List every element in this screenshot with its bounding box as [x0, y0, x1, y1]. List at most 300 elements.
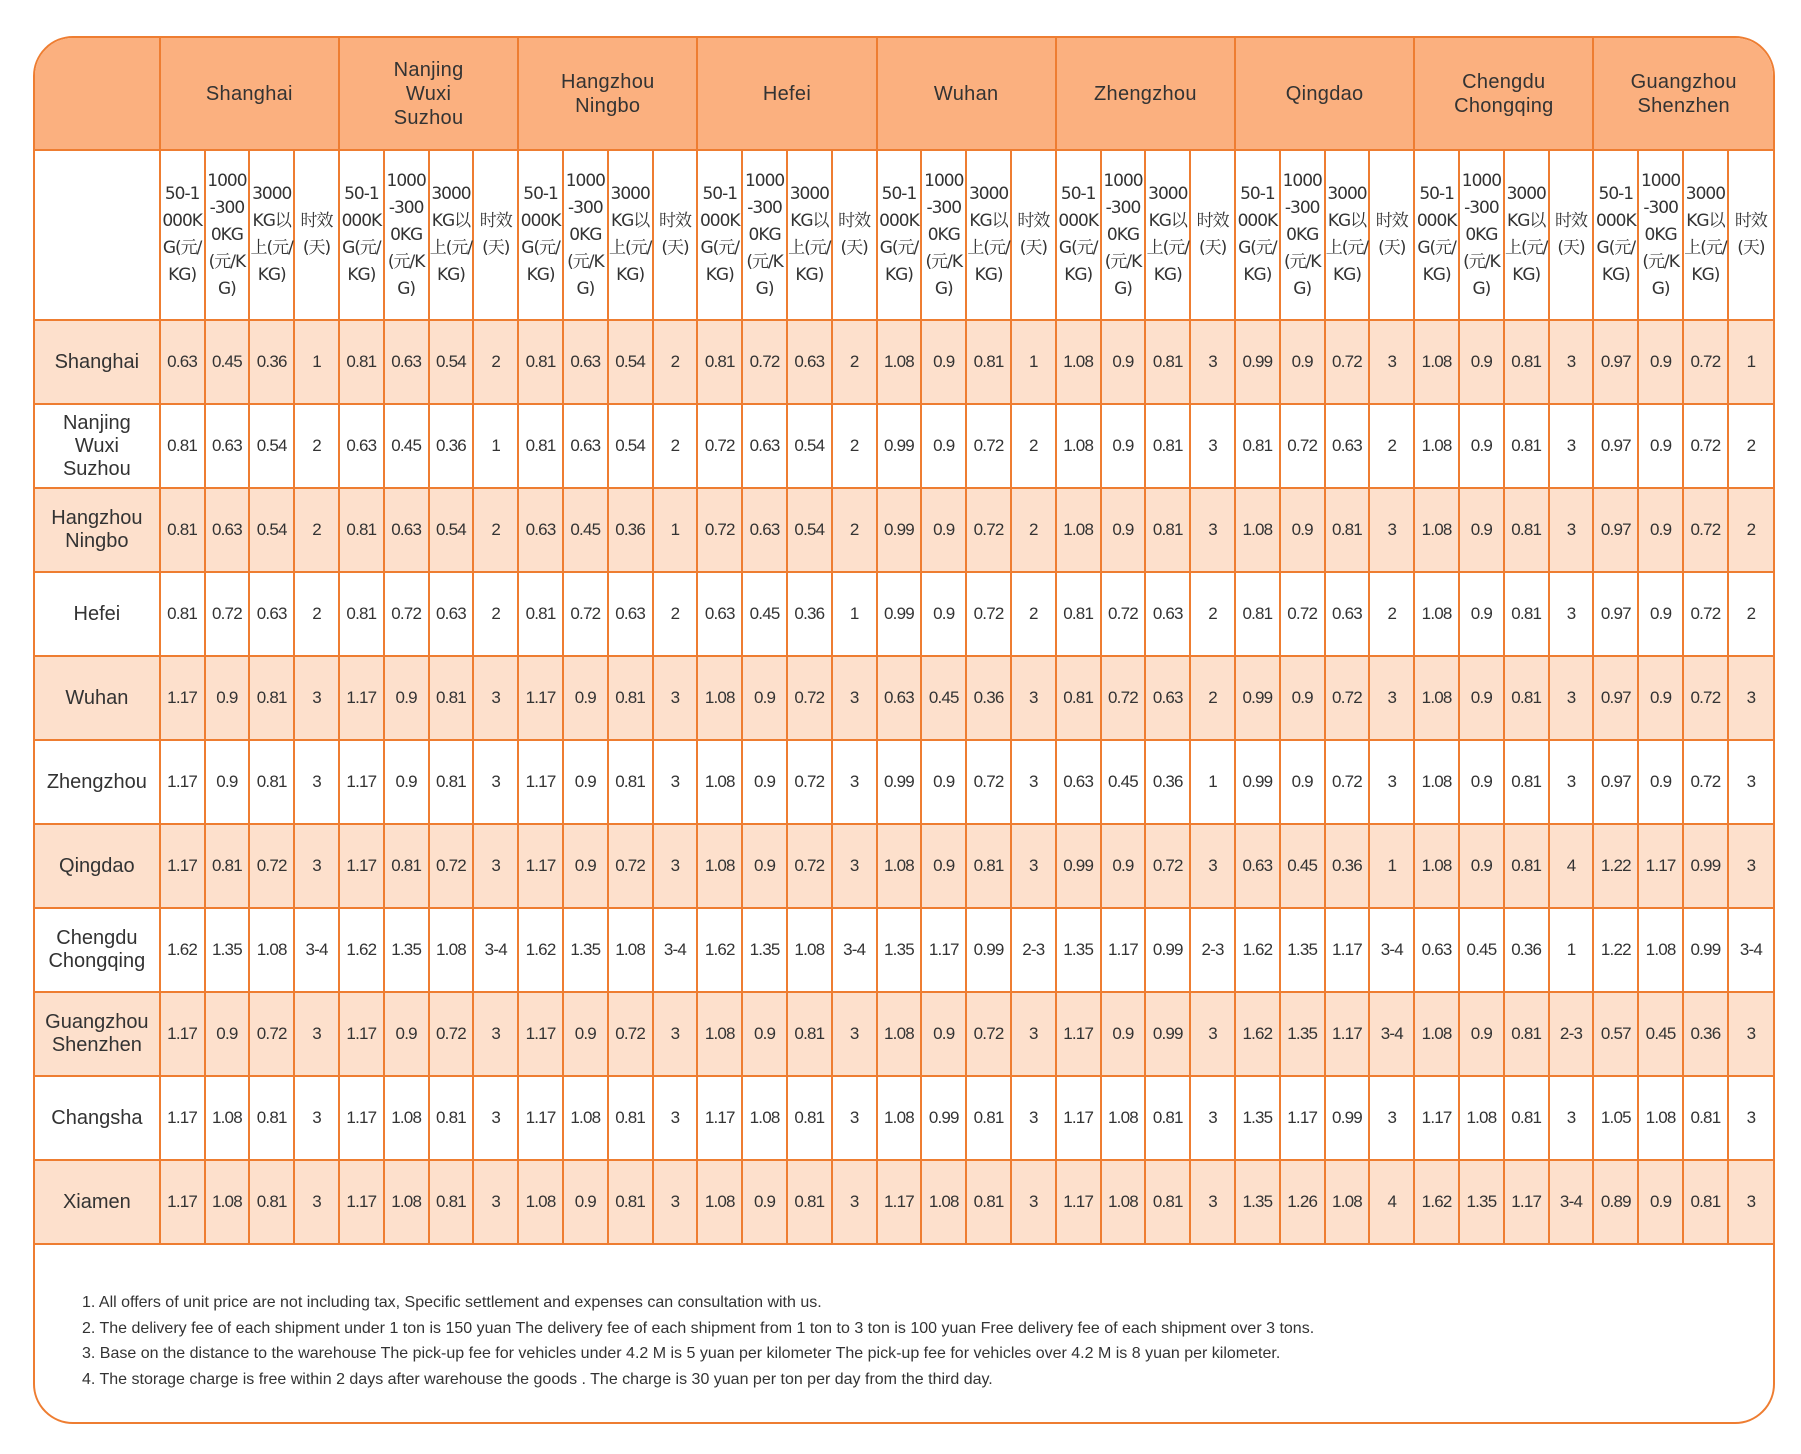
- destination-header: Chengdu Chongqing: [1414, 38, 1593, 150]
- transit-days-cell: 3: [473, 656, 518, 740]
- price-cell: 0.72: [608, 824, 653, 908]
- price-cell: 1.35: [1056, 908, 1101, 992]
- origin-cell: Hefei: [35, 572, 160, 656]
- price-cell: 0.63: [1145, 572, 1190, 656]
- price-cell: 0.57: [1593, 992, 1638, 1076]
- transit-days-cell: 3-4: [1369, 992, 1414, 1076]
- rate-column-header: 时效(天): [653, 150, 698, 320]
- price-cell: 1.35: [205, 908, 250, 992]
- price-cell: 0.63: [608, 572, 653, 656]
- price-cell: 0.9: [1638, 572, 1683, 656]
- price-cell: 1.17: [1056, 1160, 1101, 1244]
- price-cell: 0.72: [1683, 740, 1728, 824]
- rate-column-header: 50-1000KG(元/KG): [160, 150, 205, 320]
- price-cell: 0.72: [966, 572, 1011, 656]
- price-cell: 1.35: [742, 908, 787, 992]
- price-cell: 1.17: [877, 1160, 922, 1244]
- price-cell: 0.81: [518, 404, 563, 488]
- rate-table-body: [35, 320, 1773, 1244]
- transit-days-cell: 2: [1190, 656, 1235, 740]
- rate-column-header: 3000KG以上(元/KG): [1325, 150, 1370, 320]
- price-cell: 1.08: [608, 908, 653, 992]
- price-cell: 0.9: [384, 656, 429, 740]
- origin-cell: Shanghai: [35, 320, 160, 404]
- rate-column-header: 3000KG以上(元/KG): [608, 150, 653, 320]
- price-cell: 0.72: [205, 572, 250, 656]
- transit-days-cell: 3: [832, 1160, 877, 1244]
- price-cell: 0.99: [877, 572, 922, 656]
- price-cell: 1.08: [1414, 992, 1459, 1076]
- rate-column-header: 50-1000KG(元/KG): [1235, 150, 1280, 320]
- transit-days-cell: 3: [832, 740, 877, 824]
- price-cell: 1.08: [205, 1076, 250, 1160]
- rate-column-header: 50-1000KG(元/KG): [518, 150, 563, 320]
- price-cell: 1.26: [1280, 1160, 1325, 1244]
- price-cell: 0.81: [966, 1076, 1011, 1160]
- price-cell: 1.35: [1280, 992, 1325, 1076]
- table-row: [35, 404, 1773, 488]
- rate-column-header: 3000KG以上(元/KG): [249, 150, 294, 320]
- rate-column-header-row: [35, 150, 1773, 320]
- price-cell: 1.08: [563, 1076, 608, 1160]
- price-cell: 1.08: [1414, 488, 1459, 572]
- transit-days-cell: 3: [1190, 1076, 1235, 1160]
- rate-column-header: 50-1000KG(元/KG): [1056, 150, 1101, 320]
- transit-days-cell: 3: [653, 740, 698, 824]
- price-cell: 0.9: [1459, 992, 1504, 1076]
- table-row: [35, 488, 1773, 572]
- price-cell: 0.9: [1459, 740, 1504, 824]
- price-cell: 1.08: [877, 320, 922, 404]
- transit-days-cell: 2: [473, 488, 518, 572]
- price-cell: 0.81: [339, 572, 384, 656]
- transit-days-cell: 3: [653, 656, 698, 740]
- price-cell: 1.22: [1593, 824, 1638, 908]
- transit-days-cell: 3: [294, 740, 339, 824]
- transit-days-cell: 3: [1549, 740, 1594, 824]
- price-cell: 1.17: [1056, 1076, 1101, 1160]
- transit-days-cell: 3: [1011, 656, 1056, 740]
- price-cell: 0.63: [1325, 572, 1370, 656]
- price-cell: 0.99: [877, 488, 922, 572]
- price-cell: 0.81: [1504, 404, 1549, 488]
- rate-column-header: 3000KG以上(元/KG): [787, 150, 832, 320]
- price-cell: 0.99: [877, 740, 922, 824]
- price-cell: 1.08: [1414, 320, 1459, 404]
- price-cell: 0.81: [339, 488, 384, 572]
- price-cell: 0.81: [160, 404, 205, 488]
- transit-days-cell: 2: [1369, 572, 1414, 656]
- price-cell: 0.9: [742, 1160, 787, 1244]
- price-cell: 0.9: [1101, 992, 1146, 1076]
- transit-days-cell: 3: [832, 656, 877, 740]
- price-cell: 0.97: [1593, 320, 1638, 404]
- price-cell: 1.08: [429, 908, 474, 992]
- table-row: [35, 740, 1773, 824]
- transit-days-cell: 3: [1549, 1076, 1594, 1160]
- price-cell: 0.72: [1145, 824, 1190, 908]
- price-cell: 0.63: [160, 320, 205, 404]
- price-cell: 0.81: [249, 1160, 294, 1244]
- price-cell: 1.17: [339, 1076, 384, 1160]
- price-cell: 0.99: [966, 908, 1011, 992]
- price-cell: 1.08: [1414, 656, 1459, 740]
- transit-days-cell: 2: [1011, 404, 1056, 488]
- price-cell: 0.54: [249, 488, 294, 572]
- transit-days-cell: 3: [832, 824, 877, 908]
- price-cell: 0.9: [563, 824, 608, 908]
- price-cell: 0.9: [1280, 740, 1325, 824]
- price-cell: 1.17: [160, 1076, 205, 1160]
- transit-days-cell: 4: [1369, 1160, 1414, 1244]
- price-cell: 0.9: [1459, 320, 1504, 404]
- price-cell: 0.81: [608, 1076, 653, 1160]
- price-cell: 0.72: [1325, 740, 1370, 824]
- price-cell: 0.9: [563, 992, 608, 1076]
- price-cell: 1.08: [697, 740, 742, 824]
- transit-days-cell: 3: [1190, 488, 1235, 572]
- price-cell: 1.17: [339, 740, 384, 824]
- price-cell: 1.05: [1593, 1076, 1638, 1160]
- destination-header-row: [35, 38, 1773, 150]
- price-cell: 1.08: [1056, 404, 1101, 488]
- transit-days-cell: 2: [294, 404, 339, 488]
- transit-days-cell: 2-3: [1549, 992, 1594, 1076]
- price-cell: 1.17: [1638, 824, 1683, 908]
- price-cell: 0.9: [205, 656, 250, 740]
- rate-column-header: 50-1000KG(元/KG): [1414, 150, 1459, 320]
- table-row: [35, 824, 1773, 908]
- price-cell: 1.17: [339, 992, 384, 1076]
- transit-days-cell: 3: [1190, 404, 1235, 488]
- price-cell: 0.99: [1235, 656, 1280, 740]
- price-cell: 1.08: [1459, 1076, 1504, 1160]
- rate-column-header: 1000-3000KG(元/KG): [205, 150, 250, 320]
- origin-cell: Hangzhou Ningbo: [35, 488, 160, 572]
- price-cell: 0.81: [1056, 572, 1101, 656]
- price-cell: 0.72: [1683, 404, 1728, 488]
- price-cell: 0.81: [518, 320, 563, 404]
- rate-column-header: 时效(天): [1728, 150, 1773, 320]
- price-cell: 0.72: [429, 992, 474, 1076]
- price-cell: 0.97: [1593, 572, 1638, 656]
- transit-days-cell: 3: [1728, 740, 1773, 824]
- price-cell: 0.63: [518, 488, 563, 572]
- price-cell: 0.63: [563, 320, 608, 404]
- price-cell: 0.72: [1683, 656, 1728, 740]
- price-cell: 0.81: [1145, 404, 1190, 488]
- price-cell: 1.17: [160, 824, 205, 908]
- transit-days-cell: 3: [1369, 1076, 1414, 1160]
- price-cell: 0.45: [742, 572, 787, 656]
- price-cell: 0.72: [384, 572, 429, 656]
- price-cell: 1.08: [1414, 740, 1459, 824]
- transit-days-cell: 3: [1728, 992, 1773, 1076]
- rate-column-header: 1000-3000KG(元/KG): [742, 150, 787, 320]
- price-cell: 1.17: [160, 656, 205, 740]
- price-cell: 0.99: [1145, 908, 1190, 992]
- destination-header: Qingdao: [1235, 38, 1414, 150]
- price-cell: 0.81: [1145, 488, 1190, 572]
- price-cell: 1.35: [1459, 1160, 1504, 1244]
- price-cell: 0.54: [608, 320, 653, 404]
- price-cell: 0.72: [1683, 488, 1728, 572]
- price-cell: 0.54: [429, 488, 474, 572]
- transit-days-cell: 3: [473, 740, 518, 824]
- transit-days-cell: 3: [1011, 740, 1056, 824]
- price-cell: 0.54: [429, 320, 474, 404]
- price-cell: 0.81: [787, 1076, 832, 1160]
- price-cell: 1.08: [384, 1160, 429, 1244]
- transit-days-cell: 1: [1190, 740, 1235, 824]
- destination-header: Hefei: [697, 38, 876, 150]
- price-cell: 1.62: [1235, 908, 1280, 992]
- transit-days-cell: 3: [1011, 1160, 1056, 1244]
- transit-days-cell: 1: [832, 572, 877, 656]
- price-cell: 0.36: [1325, 824, 1370, 908]
- price-cell: 0.9: [563, 740, 608, 824]
- transit-days-cell: 3: [1190, 320, 1235, 404]
- transit-days-cell: 3: [294, 824, 339, 908]
- price-cell: 0.9: [921, 992, 966, 1076]
- price-cell: 0.72: [1280, 404, 1325, 488]
- price-cell: 0.9: [563, 656, 608, 740]
- price-cell: 1.08: [1638, 908, 1683, 992]
- price-cell: 0.45: [1280, 824, 1325, 908]
- transit-days-cell: 3-4: [294, 908, 339, 992]
- price-cell: 1.08: [1101, 1076, 1146, 1160]
- price-cell: 0.81: [1235, 572, 1280, 656]
- transit-days-cell: 2: [473, 320, 518, 404]
- table-row: [35, 908, 1773, 992]
- rate-column-header: 时效(天): [1549, 150, 1594, 320]
- transit-days-cell: 3: [1011, 1076, 1056, 1160]
- transit-days-cell: 2: [1190, 572, 1235, 656]
- price-cell: 0.9: [1459, 404, 1504, 488]
- table-row: [35, 320, 1773, 404]
- origin-cell: Qingdao: [35, 824, 160, 908]
- rate-column-header: 50-1000KG(元/KG): [1593, 150, 1638, 320]
- transit-days-cell: 3: [1011, 992, 1056, 1076]
- price-cell: 0.63: [429, 572, 474, 656]
- price-cell: 0.81: [608, 1160, 653, 1244]
- price-cell: 0.45: [563, 488, 608, 572]
- transit-days-cell: 2: [653, 404, 698, 488]
- origin-cell: Nanjing Wuxi Suzhou: [35, 404, 160, 488]
- price-cell: 0.81: [1504, 1076, 1549, 1160]
- transit-days-cell: 3: [1728, 656, 1773, 740]
- price-cell: 0.81: [249, 740, 294, 824]
- price-cell: 0.97: [1593, 656, 1638, 740]
- price-cell: 0.9: [1459, 488, 1504, 572]
- price-cell: 0.72: [429, 824, 474, 908]
- rate-column-header: 1000-3000KG(元/KG): [384, 150, 429, 320]
- price-cell: 1.35: [384, 908, 429, 992]
- transit-days-cell: 3-4: [1728, 908, 1773, 992]
- price-cell: 0.45: [921, 656, 966, 740]
- price-cell: 1.08: [1325, 1160, 1370, 1244]
- price-cell: 1.08: [249, 908, 294, 992]
- table-row: [35, 992, 1773, 1076]
- price-cell: 0.9: [1101, 404, 1146, 488]
- transit-days-cell: 2: [473, 572, 518, 656]
- price-cell: 1.17: [1056, 992, 1101, 1076]
- price-cell: 0.45: [384, 404, 429, 488]
- price-cell: 1.08: [921, 1160, 966, 1244]
- price-cell: 0.72: [1101, 572, 1146, 656]
- destination-header: Guangzhou Shenzhen: [1593, 38, 1773, 150]
- price-cell: 1.62: [518, 908, 563, 992]
- price-cell: 1.35: [1280, 908, 1325, 992]
- transit-days-cell: 3-4: [653, 908, 698, 992]
- price-cell: 0.81: [1504, 656, 1549, 740]
- transit-days-cell: 1: [473, 404, 518, 488]
- price-cell: 0.9: [1638, 1160, 1683, 1244]
- transit-days-cell: 1: [294, 320, 339, 404]
- price-cell: 0.54: [249, 404, 294, 488]
- price-cell: 0.72: [608, 992, 653, 1076]
- price-cell: 0.99: [1325, 1076, 1370, 1160]
- origin-cell: Chengdu Chongqing: [35, 908, 160, 992]
- transit-days-cell: 3: [1549, 404, 1594, 488]
- price-cell: 1.17: [518, 1076, 563, 1160]
- price-cell: 0.81: [1145, 1076, 1190, 1160]
- transit-days-cell: 1: [1728, 320, 1773, 404]
- price-cell: 0.72: [966, 488, 1011, 572]
- price-cell: 0.72: [1325, 320, 1370, 404]
- price-cell: 0.63: [877, 656, 922, 740]
- price-cell: 1.62: [697, 908, 742, 992]
- price-cell: 0.81: [160, 572, 205, 656]
- price-cell: 0.99: [1235, 740, 1280, 824]
- price-cell: 0.81: [249, 1076, 294, 1160]
- table-row: [35, 1160, 1773, 1244]
- transit-days-cell: 1: [1369, 824, 1414, 908]
- price-cell: 1.17: [1504, 1160, 1549, 1244]
- price-cell: 0.9: [1280, 656, 1325, 740]
- price-cell: 0.63: [1235, 824, 1280, 908]
- price-cell: 1.62: [339, 908, 384, 992]
- price-cell: 1.08: [742, 1076, 787, 1160]
- price-cell: 0.54: [608, 404, 653, 488]
- price-cell: 1.08: [697, 1160, 742, 1244]
- transit-days-cell: 2: [1728, 404, 1773, 488]
- price-cell: 1.17: [1414, 1076, 1459, 1160]
- rate-column-header: 时效(天): [1190, 150, 1235, 320]
- price-cell: 0.54: [787, 488, 832, 572]
- price-cell: 0.9: [1638, 740, 1683, 824]
- price-cell: 0.81: [1504, 488, 1549, 572]
- transit-days-cell: 2: [832, 404, 877, 488]
- price-cell: 0.45: [1638, 992, 1683, 1076]
- price-cell: 0.81: [1145, 320, 1190, 404]
- price-cell: 1.17: [921, 908, 966, 992]
- price-cell: 0.9: [1101, 488, 1146, 572]
- destination-header: Hangzhou Ningbo: [518, 38, 697, 150]
- transit-days-cell: 3: [294, 1160, 339, 1244]
- price-cell: 0.63: [205, 488, 250, 572]
- rate-column-header: 3000KG以上(元/KG): [1145, 150, 1190, 320]
- rate-column-header: 时效(天): [294, 150, 339, 320]
- price-cell: 0.9: [742, 992, 787, 1076]
- price-cell: 0.81: [429, 1076, 474, 1160]
- terms-notes: [82, 1290, 1314, 1392]
- price-cell: 0.81: [787, 992, 832, 1076]
- price-cell: 1.08: [1638, 1076, 1683, 1160]
- price-cell: 0.72: [563, 572, 608, 656]
- price-cell: 1.17: [1101, 908, 1146, 992]
- transit-days-cell: 3: [1728, 824, 1773, 908]
- price-cell: 1.35: [877, 908, 922, 992]
- rate-column-header: 50-1000KG(元/KG): [877, 150, 922, 320]
- transit-days-cell: 2-3: [1011, 908, 1056, 992]
- rate-column-header: 1000-3000KG(元/KG): [1101, 150, 1146, 320]
- price-cell: 1.08: [1235, 488, 1280, 572]
- rate-column-header: 50-1000KG(元/KG): [697, 150, 742, 320]
- price-cell: 0.72: [966, 740, 1011, 824]
- price-cell: 0.81: [1504, 572, 1549, 656]
- price-cell: 0.81: [608, 656, 653, 740]
- price-cell: 1.08: [384, 1076, 429, 1160]
- transit-days-cell: 3: [1011, 824, 1056, 908]
- rate-column-header: 1000-3000KG(元/KG): [1638, 150, 1683, 320]
- price-cell: 0.9: [742, 656, 787, 740]
- transit-days-cell: 3: [1728, 1076, 1773, 1160]
- price-cell: 0.72: [1683, 572, 1728, 656]
- price-cell: 0.36: [966, 656, 1011, 740]
- price-cell: 0.36: [429, 404, 474, 488]
- price-cell: 0.81: [1056, 656, 1101, 740]
- price-cell: 0.81: [1325, 488, 1370, 572]
- price-cell: 0.72: [1325, 656, 1370, 740]
- corner-cell: [35, 38, 160, 150]
- price-cell: 1.08: [787, 908, 832, 992]
- price-cell: 0.97: [1593, 488, 1638, 572]
- transit-days-cell: 2: [1011, 572, 1056, 656]
- price-cell: 1.22: [1593, 908, 1638, 992]
- price-cell: 1.08: [697, 656, 742, 740]
- price-cell: 0.72: [1101, 656, 1146, 740]
- price-cell: 1.08: [205, 1160, 250, 1244]
- transit-days-cell: 2: [294, 488, 339, 572]
- rate-column-header: 1000-3000KG(元/KG): [563, 150, 608, 320]
- price-cell: 0.97: [1593, 404, 1638, 488]
- price-cell: 0.63: [697, 572, 742, 656]
- price-cell: 0.9: [1638, 404, 1683, 488]
- corner-sub-cell: [35, 150, 160, 320]
- rate-column-header: 3000KG以上(元/KG): [1504, 150, 1549, 320]
- transit-days-cell: 3-4: [832, 908, 877, 992]
- transit-days-cell: 3: [1369, 656, 1414, 740]
- transit-days-cell: 3-4: [473, 908, 518, 992]
- transit-days-cell: 3: [1369, 320, 1414, 404]
- price-cell: 0.72: [249, 824, 294, 908]
- transit-days-cell: 2: [1728, 572, 1773, 656]
- transit-days-cell: 3: [473, 1160, 518, 1244]
- price-cell: 0.9: [921, 740, 966, 824]
- price-cell: 0.45: [205, 320, 250, 404]
- price-cell: 0.9: [384, 992, 429, 1076]
- price-cell: 0.63: [742, 404, 787, 488]
- table-row: [35, 572, 1773, 656]
- price-cell: 1.08: [877, 824, 922, 908]
- transit-days-cell: 3: [294, 992, 339, 1076]
- price-cell: 1.08: [1056, 488, 1101, 572]
- price-cell: 0.72: [787, 656, 832, 740]
- price-cell: 0.9: [1101, 320, 1146, 404]
- price-cell: 0.99: [1145, 992, 1190, 1076]
- price-cell: 1.08: [697, 992, 742, 1076]
